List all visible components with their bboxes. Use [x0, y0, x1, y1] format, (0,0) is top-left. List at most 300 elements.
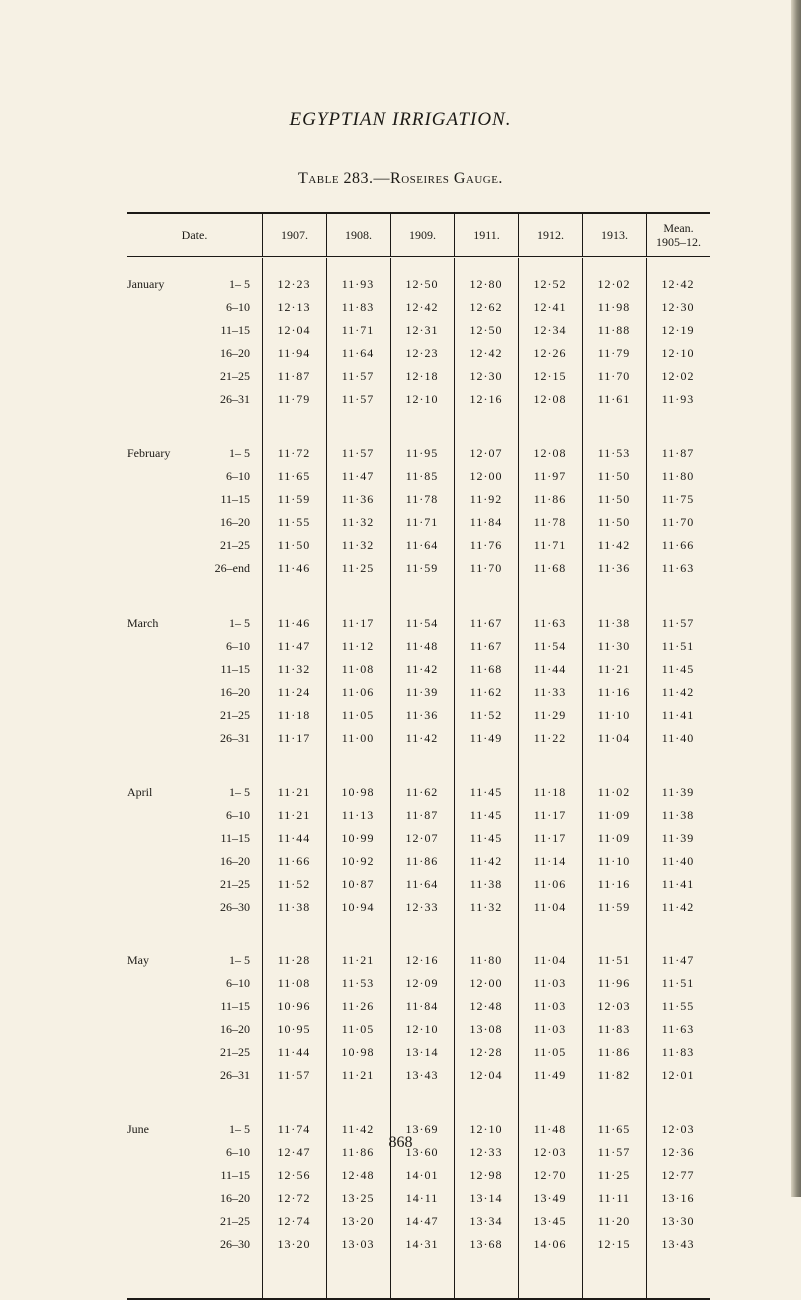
gauge-cell: 11·38	[277, 900, 311, 914]
gauge-cell: 11·71	[533, 538, 567, 552]
gauge-cell: 11·36	[405, 708, 439, 722]
gauge-cell: 11·17	[277, 731, 311, 745]
table-row	[127, 391, 710, 408]
month-label	[127, 1021, 202, 1038]
gauge-cell: 11·97	[533, 469, 567, 483]
gauge-cell: 11·67	[469, 639, 503, 653]
gauge-cell: 11·33	[533, 685, 567, 699]
gauge-cell: 11·53	[597, 446, 631, 460]
gauge-cell: 11·08	[277, 976, 311, 990]
gauge-cell: 12·00	[469, 469, 503, 483]
gauge-cell: 11·03	[533, 1022, 567, 1036]
gauge-cell: 11·36	[597, 561, 631, 575]
table-row	[127, 445, 710, 462]
date-range: 21–25	[220, 1214, 250, 1228]
gauge-cell: 11·24	[277, 685, 311, 699]
gauge-cell: 11·84	[469, 515, 503, 529]
mean-cell: 13·16	[661, 1191, 695, 1205]
gauge-cell: 11·53	[341, 976, 375, 990]
gauge-cell: 13·25	[341, 1191, 375, 1205]
month-label	[127, 830, 202, 847]
mean-cell: 11·51	[661, 639, 695, 653]
gauge-cell: 11·11	[597, 1191, 631, 1205]
table-row	[127, 368, 710, 385]
month-label	[127, 1190, 202, 1207]
date-range: 11–15	[220, 1168, 250, 1182]
gauge-cell: 11·55	[277, 515, 311, 529]
gauge-cell: 12·41	[533, 300, 567, 314]
mean-cell: 11·80	[661, 469, 695, 483]
gauge-cell: 11·57	[341, 392, 375, 406]
gauge-cell: 13·43	[405, 1068, 439, 1082]
table-row	[127, 975, 710, 992]
gauge-cell: 12·15	[533, 369, 567, 383]
gauge-cell: 11·59	[405, 561, 439, 575]
gauge-cell: 11·45	[469, 785, 503, 799]
date-range: 6–10	[226, 976, 250, 990]
header-mean	[646, 214, 710, 256]
gauge-cell: 11·83	[341, 300, 375, 314]
table-row	[127, 876, 710, 893]
gauge-cell: 11·74	[277, 1122, 311, 1136]
mean-cell: 11·93	[661, 392, 695, 406]
date-range: 26–31	[220, 731, 250, 745]
gauge-cell: 12·28	[469, 1045, 503, 1059]
gauge-cell: 11·79	[597, 346, 631, 360]
gauge-cell: 10·98	[341, 1045, 375, 1059]
gauge-cell: 11·57	[341, 369, 375, 383]
page-number: 868	[388, 1134, 413, 1151]
date-range: 11–15	[220, 662, 250, 676]
gauge-cell: 13·08	[469, 1022, 503, 1036]
gauge-cell: 11·42	[341, 1122, 375, 1136]
gauge-cell: 12·42	[405, 300, 439, 314]
month-label: January	[127, 277, 165, 291]
gauge-cell: 12·23	[277, 277, 311, 291]
gauge-cell: 11·39	[405, 685, 439, 699]
mean-cell: 11·38	[661, 808, 695, 822]
gauge-cell: 11·32	[469, 900, 503, 914]
table-row	[127, 684, 710, 701]
date-range: 11–15	[220, 492, 250, 506]
date-range: 21–25	[220, 877, 250, 891]
gauge-cell: 11·49	[533, 1068, 567, 1082]
gauge-cell: 11·17	[341, 616, 375, 630]
gauge-cell: 11·83	[597, 1022, 631, 1036]
gauge-cell: 11·32	[341, 515, 375, 529]
gauge-cell: 11·68	[533, 561, 567, 575]
gauge-cell: 11·47	[341, 469, 375, 483]
month-block	[127, 445, 710, 583]
gauge-cell: 11·26	[341, 999, 375, 1013]
date-range: 26–30	[220, 900, 250, 914]
gauge-cell: 11·80	[469, 953, 503, 967]
mean-cell: 11·63	[661, 561, 695, 575]
gauge-cell: 12·80	[469, 277, 503, 291]
gauge-cell: 11·72	[277, 446, 311, 460]
gauge-cell: 11·30	[597, 639, 631, 653]
date-range: 6–10	[226, 639, 250, 653]
table-row	[127, 276, 710, 293]
gauge-cell: 11·86	[597, 1045, 631, 1059]
month-label	[127, 638, 202, 655]
gauge-cell: 11·04	[533, 900, 567, 914]
mean-cell: 11·45	[661, 662, 695, 676]
gauge-cell: 11·86	[533, 492, 567, 506]
month-label	[127, 975, 202, 992]
gauge-cell: 11·13	[341, 808, 375, 822]
date-range: 1– 5	[229, 446, 250, 460]
gauge-cell: 11·47	[277, 639, 311, 653]
gauge-cell: 11·57	[277, 1068, 311, 1082]
gauge-cell: 11·64	[405, 538, 439, 552]
mean-cell: 12·01	[661, 1068, 695, 1082]
month-block	[127, 952, 710, 1090]
gauge-cell: 13·49	[533, 1191, 567, 1205]
gauge-cell: 12·50	[405, 277, 439, 291]
mean-cell: 11·75	[661, 492, 695, 506]
gauge-cell: 13·60	[405, 1145, 439, 1159]
header-year: 1908.	[326, 214, 390, 256]
gauge-cell: 11·78	[533, 515, 567, 529]
gauge-cell: 11·36	[341, 492, 375, 506]
gauge-cell: 12·30	[469, 369, 503, 383]
gauge-cell: 11·25	[597, 1168, 631, 1182]
gauge-cell: 12·52	[533, 277, 567, 291]
gauge-cell: 11·96	[597, 976, 631, 990]
gauge-cell: 11·62	[405, 785, 439, 799]
table-row	[127, 322, 710, 339]
gauge-cell: 11·59	[277, 492, 311, 506]
mean-cell: 12·02	[661, 369, 695, 383]
gauge-cell: 14·01	[405, 1168, 439, 1182]
gauge-cell: 12·31	[405, 323, 439, 337]
gauge-cell: 12·00	[469, 976, 503, 990]
gauge-cell: 12·34	[533, 323, 567, 337]
mean-cell: 11·51	[661, 976, 695, 990]
gauge-cell: 11·79	[277, 392, 311, 406]
mean-cell: 11·55	[661, 999, 695, 1013]
gauge-cell: 11·25	[341, 561, 375, 575]
mean-cell: 12·42	[661, 277, 695, 291]
month-label	[127, 345, 202, 362]
gauge-cell: 12·47	[277, 1145, 311, 1159]
month-label	[127, 899, 202, 916]
gauge-cell: 10·92	[341, 854, 375, 868]
date-range: 26–31	[220, 1068, 250, 1082]
gauge-cell: 12·07	[405, 831, 439, 845]
month-label	[127, 1167, 202, 1184]
gauge-cell: 11·50	[277, 538, 311, 552]
gauge-cell: 14·06	[533, 1237, 567, 1251]
gauge-cell: 11·64	[405, 877, 439, 891]
table-row	[127, 899, 710, 916]
month-label	[127, 684, 202, 701]
gauge-cell: 11·86	[341, 1145, 375, 1159]
mean-cell: 12·03	[661, 1122, 695, 1136]
date-range: 16–20	[220, 515, 250, 529]
gauge-cell: 12·16	[405, 953, 439, 967]
gauge-cell: 11·17	[533, 831, 567, 845]
gauge-cell: 12·18	[405, 369, 439, 383]
date-range: 16–20	[220, 854, 250, 868]
gauge-cell: 12·16	[469, 392, 503, 406]
gauge-cell: 11·50	[597, 469, 631, 483]
gauge-cell: 10·94	[341, 900, 375, 914]
gauge-cell: 11·94	[277, 346, 311, 360]
gauge-cell: 12·10	[469, 1122, 503, 1136]
table-row	[127, 830, 710, 847]
gauge-cell: 13·45	[533, 1214, 567, 1228]
header-mean-period: 1905–12.	[656, 235, 701, 249]
gauge-cell: 13·14	[405, 1045, 439, 1059]
gauge-cell: 10·96	[277, 999, 311, 1013]
month-label	[127, 807, 202, 824]
gauge-cell: 12·70	[533, 1168, 567, 1182]
gauge-cell: 11·21	[597, 662, 631, 676]
gauge-cell: 11·57	[597, 1145, 631, 1159]
gauge-cell: 11·48	[405, 639, 439, 653]
gauge-cell: 13·03	[341, 1237, 375, 1251]
date-range: 1– 5	[229, 277, 250, 291]
gauge-cell: 10·87	[341, 877, 375, 891]
gauge-cell: 11·62	[469, 685, 503, 699]
gauge-cell: 11·50	[597, 492, 631, 506]
gauge-cell: 11·18	[277, 708, 311, 722]
table-row	[127, 1213, 710, 1230]
gauge-cell: 11·71	[341, 323, 375, 337]
gauge-cell: 12·10	[405, 392, 439, 406]
gauge-cell: 12·09	[405, 976, 439, 990]
month-block	[127, 276, 710, 414]
month-label	[127, 1213, 202, 1230]
mean-cell: 11·47	[661, 953, 695, 967]
gauge-cell: 12·02	[597, 277, 631, 291]
date-range: 6–10	[226, 808, 250, 822]
table-row	[127, 1236, 710, 1253]
date-range: 6–10	[226, 469, 250, 483]
gauge-cell: 11·18	[533, 785, 567, 799]
table-header	[127, 214, 710, 257]
date-range: 21–25	[220, 369, 250, 383]
gauge-cell: 11·44	[277, 831, 311, 845]
gauge-cell: 12·48	[341, 1168, 375, 1182]
month-label: February	[127, 446, 171, 460]
header-year: 1912.	[518, 214, 582, 256]
gauge-cell: 11·22	[533, 731, 567, 745]
header-year: 1913.	[582, 214, 646, 256]
mean-cell: 11·63	[661, 1022, 695, 1036]
gauge-cell: 11·00	[341, 731, 375, 745]
mean-cell: 11·83	[661, 1045, 695, 1059]
gauge-cell: 11·44	[533, 662, 567, 676]
month-label	[127, 661, 202, 678]
table-row	[127, 615, 710, 632]
gauge-cell: 11·05	[341, 1022, 375, 1036]
gauge-cell: 11·05	[533, 1045, 567, 1059]
table-row	[127, 807, 710, 824]
month-label: March	[127, 616, 159, 630]
gauge-cell: 11·20	[597, 1214, 631, 1228]
gauge-cell: 12·04	[277, 323, 311, 337]
gauge-cell: 12·98	[469, 1168, 503, 1182]
table-row	[127, 784, 710, 801]
month-label: May	[127, 953, 149, 967]
gauge-cell: 11·93	[341, 277, 375, 291]
mean-cell: 12·19	[661, 323, 695, 337]
month-label	[127, 707, 202, 724]
date-range: 1– 5	[229, 953, 250, 967]
date-range: 21–25	[220, 708, 250, 722]
gauge-cell: 11·21	[341, 1068, 375, 1082]
gauge-cell: 10·98	[341, 785, 375, 799]
gauge-cell: 12·13	[277, 300, 311, 314]
gauge-cell: 11·10	[597, 708, 631, 722]
date-range: 16–20	[220, 685, 250, 699]
month-label	[127, 998, 202, 1015]
gauge-cell: 13·20	[341, 1214, 375, 1228]
month-label: June	[127, 1122, 149, 1136]
gauge-cell: 12·33	[405, 900, 439, 914]
table-row	[127, 345, 710, 362]
table-title: Table 283.—Roseires Gauge.	[298, 170, 503, 187]
gauge-cell: 11·67	[469, 616, 503, 630]
gauge-cell: 11·52	[469, 708, 503, 722]
gauge-cell: 11·03	[533, 976, 567, 990]
gauge-cell: 11·28	[277, 953, 311, 967]
gauge-cell: 10·95	[277, 1022, 311, 1036]
gauge-cell: 11·64	[341, 346, 375, 360]
header-year: 1909.	[390, 214, 454, 256]
gauge-cell: 11·95	[405, 446, 439, 460]
date-range: 26–end	[214, 561, 250, 575]
gauge-cell: 12·08	[533, 446, 567, 460]
gauge-cell: 11·92	[469, 492, 503, 506]
gauge-cell: 11·98	[597, 300, 631, 314]
mean-cell: 12·36	[661, 1145, 695, 1159]
month-label	[127, 368, 202, 385]
gauge-cell: 13·69	[405, 1122, 439, 1136]
date-range: 11–15	[220, 999, 250, 1013]
gauge-cell: 14·47	[405, 1214, 439, 1228]
header-date: Date.	[181, 227, 208, 242]
header-year: 1911.	[454, 214, 518, 256]
gauge-cell: 11·14	[533, 854, 567, 868]
gauge-cell: 11·46	[277, 616, 311, 630]
gauge-cell: 11·76	[469, 538, 503, 552]
mean-cell: 11·41	[661, 877, 695, 891]
month-label	[127, 537, 202, 554]
gauge-cell: 11·21	[277, 808, 311, 822]
date-range: 1– 5	[229, 1122, 250, 1136]
gauge-cell: 11·02	[597, 785, 631, 799]
gauge-cell: 11·70	[597, 369, 631, 383]
date-range: 26–31	[220, 392, 250, 406]
table-row	[127, 299, 710, 316]
gauge-cell: 11·03	[533, 999, 567, 1013]
date-range: 16–20	[220, 1022, 250, 1036]
gauge-cell: 11·65	[277, 469, 311, 483]
gauge-cell: 11·78	[405, 492, 439, 506]
gauge-cell: 12·07	[469, 446, 503, 460]
gauge-cell: 11·04	[533, 953, 567, 967]
mean-cell: 12·30	[661, 300, 695, 314]
table-row	[127, 1167, 710, 1184]
gauge-cell: 11·45	[469, 831, 503, 845]
table-row	[127, 952, 710, 969]
month-label	[127, 1067, 202, 1084]
date-range: 6–10	[226, 1145, 250, 1159]
gauge-cell: 13·68	[469, 1237, 503, 1251]
gauge-cell: 11·59	[597, 900, 631, 914]
date-range: 16–20	[220, 1191, 250, 1205]
gauge-cell: 12·74	[277, 1214, 311, 1228]
month-block	[127, 784, 710, 922]
mean-cell: 12·10	[661, 346, 695, 360]
table-row	[127, 1044, 710, 1061]
gauge-cell: 12·42	[469, 346, 503, 360]
gauge-cell: 14·31	[405, 1237, 439, 1251]
gauge-cell: 11·06	[341, 685, 375, 699]
date-range: 21–25	[220, 1045, 250, 1059]
table-row	[127, 491, 710, 508]
gauge-cell: 11·04	[597, 731, 631, 745]
mean-cell: 13·30	[661, 1214, 695, 1228]
mean-cell: 13·43	[661, 1237, 695, 1251]
month-label	[127, 491, 202, 508]
gauge-cell: 12·33	[469, 1145, 503, 1159]
gauge-cell: 11·66	[277, 854, 311, 868]
gauge-cell: 11·52	[277, 877, 311, 891]
mean-cell: 11·42	[661, 685, 695, 699]
table-row	[127, 730, 710, 747]
gauge-cell: 12·08	[533, 392, 567, 406]
month-label	[127, 514, 202, 531]
gauge-cell: 12·62	[469, 300, 503, 314]
table-row	[127, 560, 710, 577]
gauge-cell: 11·48	[533, 1122, 567, 1136]
table-row	[127, 707, 710, 724]
gauge-cell: 11·08	[341, 662, 375, 676]
gauge-cell: 11·54	[405, 616, 439, 630]
header-year: 1907.	[262, 214, 326, 256]
gauge-cell: 11·65	[597, 1122, 631, 1136]
date-range: 6–10	[226, 300, 250, 314]
running-head: EGYPTIAN IRRIGATION.	[289, 109, 512, 130]
gauge-cell: 11·61	[597, 392, 631, 406]
gauge-cell: 11·63	[533, 616, 567, 630]
gauge-cell: 11·21	[341, 953, 375, 967]
mean-cell: 11·41	[661, 708, 695, 722]
gauge-cell: 11·88	[597, 323, 631, 337]
table-row	[127, 853, 710, 870]
month-label	[127, 1236, 202, 1253]
gauge-cell: 11·21	[277, 785, 311, 799]
gauge-cell: 11·38	[597, 616, 631, 630]
table-row	[127, 638, 710, 655]
gauge-cell: 11·05	[341, 708, 375, 722]
table-row	[127, 661, 710, 678]
gauge-cell: 13·14	[469, 1191, 503, 1205]
gauge-cell: 11·42	[597, 538, 631, 552]
mean-cell: 11·40	[661, 854, 695, 868]
gauge-cell: 11·42	[405, 662, 439, 676]
date-range: 21–25	[220, 538, 250, 552]
gauge-cell: 11·10	[597, 854, 631, 868]
date-range: 1– 5	[229, 785, 250, 799]
gauge-cell: 12·15	[597, 1237, 631, 1251]
gauge-cell: 11·87	[277, 369, 311, 383]
